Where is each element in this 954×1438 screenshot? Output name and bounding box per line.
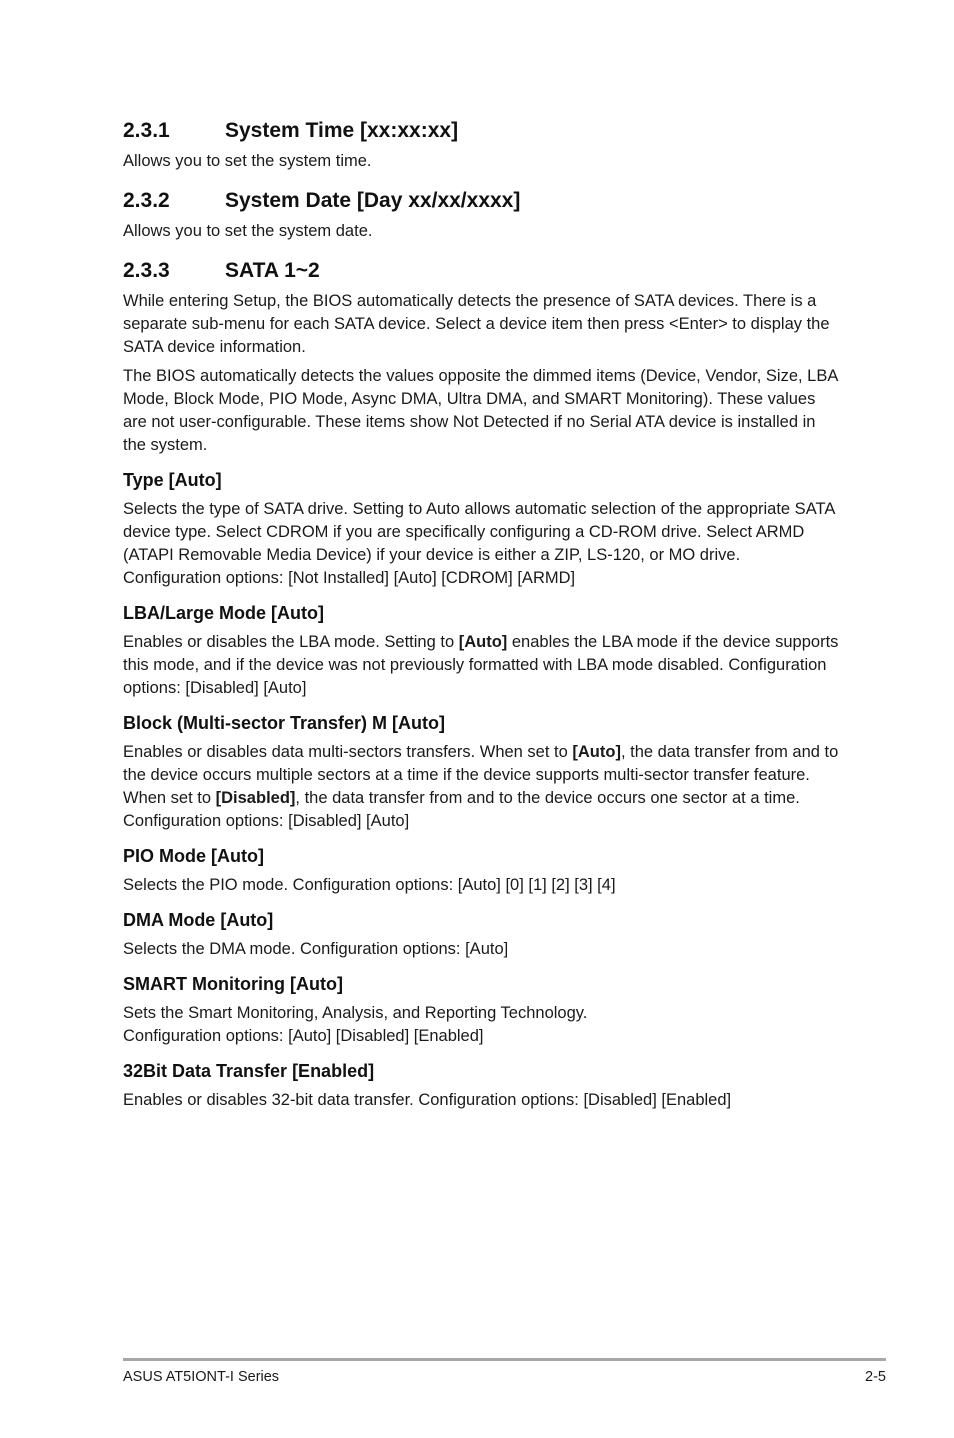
desc-text: , the data transfer from and to the device occurs multiple sectors at a time if the device supports multi-sector transfer feature. When set to (123, 743, 839, 807)
item-heading: Type [Auto] (123, 470, 222, 490)
manual-page-content (123, 116, 839, 1112)
footer-page-number: 2-5 (865, 1369, 886, 1385)
item-type (123, 468, 839, 590)
item-heading: Block (Multi-sector Transfer) M [Auto] (123, 713, 446, 733)
sata-detect-paragraph: The BIOS automatically detects the values opposite the dimmed items (Device, Vendor, Size, LBA Mode, Block Mode, PIO Mode, Async DMA, Ultra DMA, and SMART Monitoring). These values are not user-configurable. These items show Not Detected if no Serial ATA device is installed in the system. (123, 367, 838, 454)
section-title: System Date [Day xx/xx/xxxx] (225, 189, 521, 212)
system-time-description: Allows you to set the system time. (123, 152, 372, 170)
sata-intro-paragraph: While entering Setup, the BIOS automatically detects the presence of SATA devices. There is a separate sub-menu for each SATA device. Select a device item then press <Enter> to display the SATA device information. (123, 292, 830, 356)
item-heading: 32Bit Data Transfer [Enabled] (123, 1061, 375, 1081)
item-block-mode (123, 711, 839, 833)
desc-line: Sets the Smart Monitoring, Analysis, and Reporting Technology. (123, 1004, 588, 1022)
desc-bold: [Auto] (572, 743, 621, 761)
desc-text: Enables or disables data multi-sectors transfers. When set to (123, 743, 573, 761)
item-lba-large-mode (123, 601, 839, 700)
item-heading: SMART Monitoring [Auto] (123, 974, 343, 994)
item-description (123, 741, 839, 833)
desc-text: Enables or disables the LBA mode. Setting to (123, 633, 459, 651)
section-heading-sata (123, 256, 839, 286)
item-dma-mode (123, 908, 839, 961)
item-description: Selects the type of SATA drive. Setting to Auto allows automatic selection of the appropriate SATA device type. Select CDROM if you are specifically configuring a CD-ROM drive. Select ARMD (ATAPI Removable Media Device) if your device is either a ZIP, LS-120, or MO drive. Configuration options: [Not Installed] [Auto] [CDROM] [ARMD] (123, 500, 835, 587)
section-heading-system-time (123, 116, 839, 146)
desc-bold: [Disabled] (215, 789, 296, 807)
item-heading: PIO Mode [Auto] (123, 846, 264, 866)
item-pio-mode (123, 844, 839, 897)
section-title: System Time [xx:xx:xx] (225, 119, 459, 142)
desc-text: , the data transfer from and to the device occurs one sector at a time. Configuration options: [Disabled] [Auto] (123, 789, 800, 830)
item-description (123, 1002, 839, 1048)
footer-divider (123, 1358, 886, 1361)
item-heading: DMA Mode [Auto] (123, 910, 274, 930)
item-description: Selects the PIO mode. Configuration options: [Auto] [0] [1] [2] [3] [4] (123, 876, 616, 894)
item-description: Enables or disables 32-bit data transfer. Configuration options: [Disabled] [Enabled] (123, 1091, 732, 1109)
footer-product-name: ASUS AT5IONT-I Series (123, 1369, 280, 1385)
item-description: Selects the DMA mode. Configuration options: [Auto] (123, 940, 509, 958)
item-smart-monitoring (123, 972, 839, 1048)
system-date-description: Allows you to set the system date. (123, 222, 373, 240)
section-heading-system-date (123, 186, 839, 216)
item-heading: LBA/Large Mode [Auto] (123, 603, 324, 623)
desc-bold: [Auto] (458, 633, 508, 651)
desc-line: Configuration options: [Auto] [Disabled] [Enabled] (123, 1027, 484, 1045)
section-number: 2.3.1 (123, 119, 170, 142)
item-description (123, 631, 839, 700)
item-32bit-data-transfer (123, 1059, 839, 1112)
section-number: 2.3.2 (123, 189, 170, 212)
section-title: SATA 1~2 (225, 259, 320, 282)
section-number: 2.3.3 (123, 259, 170, 282)
desc-text: enables the LBA mode if the device supports this mode, and if the device was not previously formatted with LBA mode disabled. Configuration options: [Disabled] [Auto] (123, 633, 839, 697)
